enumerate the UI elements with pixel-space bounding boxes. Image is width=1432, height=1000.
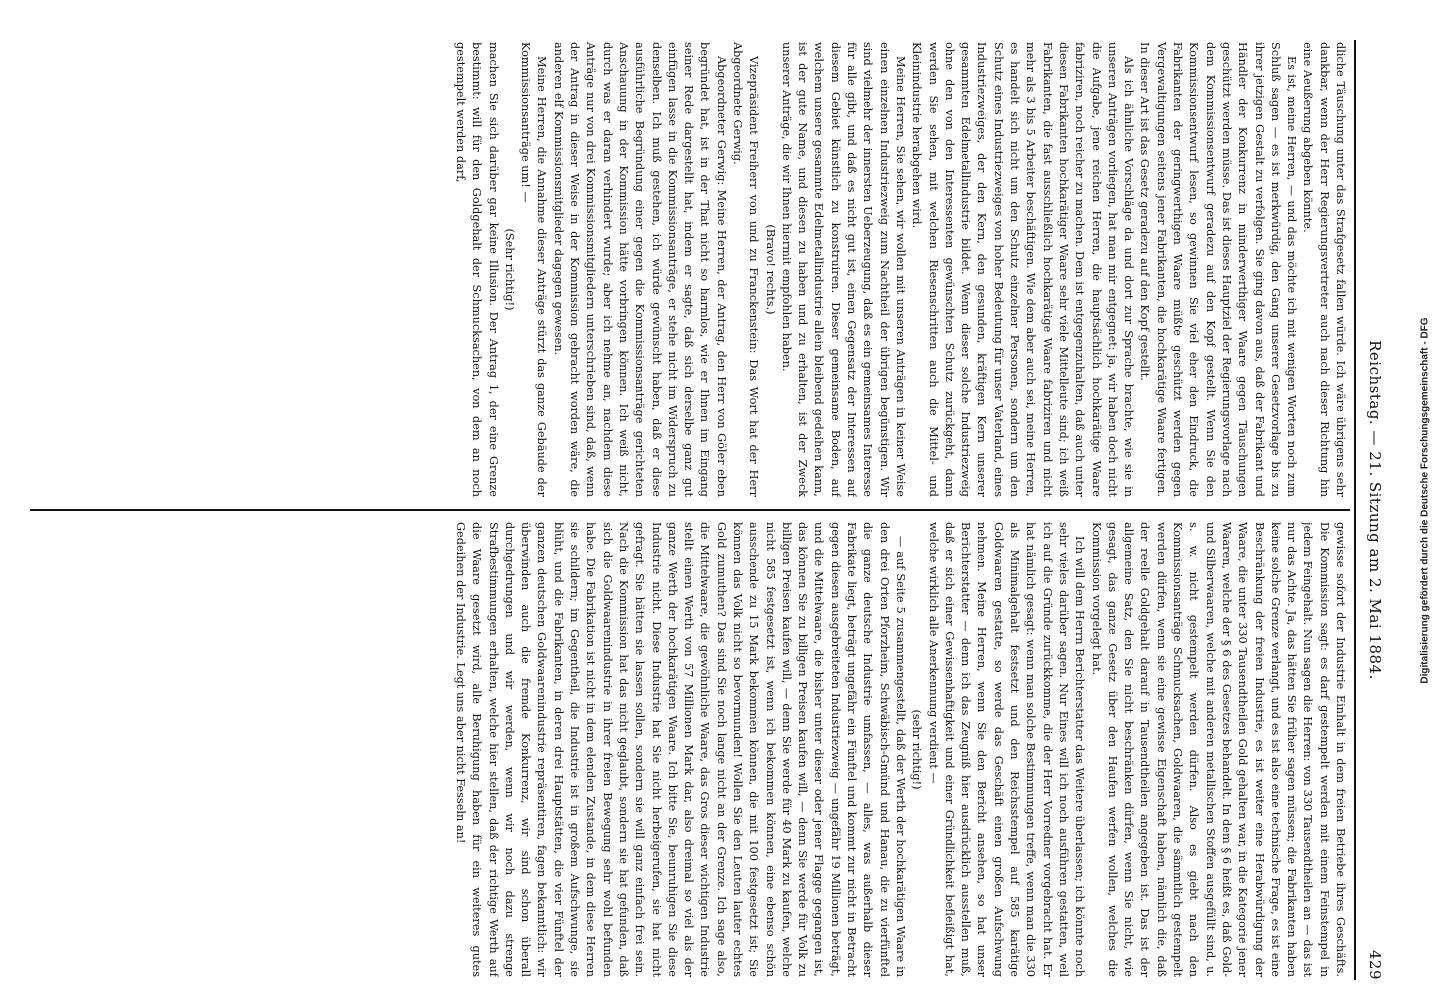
right-column xyxy=(30,522,1348,977)
running-head-title: Reichstag. — 21. Sitzung am 2. Mai 1884. xyxy=(1366,340,1384,680)
paragraph: — auf Seite 5 zusammengestellt, daß der Werth der hochkarätigen Waare in den drei Orten Pforzheim, Schwäbisch-Gmünd und Hanau, die zu vierfünftel die ganze deutsche Industrie umfassen, — alles, was außerhalb dieser Fabrikate liegt, beträgt ungefähr ein Fünftel und kommt zur nicht in Betracht gegen diesen ausgebreiteten Industriezweig — ungefähr 19 Millionen beträgt, und die Mittelwaare, die bisher unter dieser oder jener Flagge gegangen ist, das können Sie zu billigen Preisen kaufen will, — denn Sie werde für Volk zu billigen Preisen kaufen will, — denn Sie werde für 40 Mark zu kaufen, welche nicht 585 festgesetzt ist, wenn ich bekommen können, eine ebenso schön ausschende zu 15 Mark bekommen können, die mit 100 festgesetzt ist; Sie können das Volk nicht so bevormunden! Wollen Sie den Leuten lauter echtes Gold zumuthen? Das sind Sie noch lange nicht an der Grenze. Ich sage also, die Mittelwaare, die gewöhnliche Waare, das Gros dieser wichtigen Industrie stellt einen Werth von 57 Millionen Mark dar, also dreimal so viel als der ganze Werth der hochkarätigen Waare. Ich bitte Sie, beunruhigen Sie diese Industrie nicht. Diese Industrie hat Sie nicht herbeigerufen, sie hat nicht gefragt. Sie hätten sie lassen sollen, sondern sie will ganz einfach frei sein. Nach die Kommission hat das nicht geglaubt, sondern sie hat gefunden, daß sich die Goldwaarenindustrie in ihrer freien Bewegung sehr wohl befunden habe. Die Fabrikation ist nicht in dem elenden Zustande, in dem diese Herren sie schildern; im Gegentheil, die Industrie ist in großem Aufschwunge, sie blüht, und die Fabrikanten, in deren drei Hauptstätten, die vier Fünftel der ganzen deutschen Goldwaarenindustrie repräsentiren, fagen bekanntlich: wir überwinden auch die fremde Konkurrenz, wir sind schon überall durchgedrungen und wir werden, wenn wir noch dazu strenge Strafbestimmungen erhalten, welche hier stellen, daß der richtige Werth auf die Waare gesetzt wird, alle Beruhigung haben für ein weiteres gutes Gedeihen der Industrie. Legt uns aber nicht Fesseln an! xyxy=(453,522,907,977)
paragraph: Meine Herren, Sie sehen, wir wollen mit unseren Anträgen in keiner Weise einen einzelnen Industriezweig zum Nachtheil der übrigen begünstigen. Wir sind vielmehr der innersten Ueberzeugung, daß es ein gemeinsames Interesse für alle gibt, und daß es nicht gut ist, einen Gegensatz der Interessen auf diesem Gebiet künstlich zu konstruiren. Dieser gemeinsame Boden, auf welchem unsere gesammte Edelmetallindustrie allein bleibend gedeihen kann, ist der gute Name, und diesen zu haben und zu erhalten, ist der Zweck unserer Anträge, die wir Ihnen hiermit empfohlen haben. xyxy=(779,42,907,497)
speaker-paragraph: Vizepräsident Freiherr von und zu Franckenstein: Das Wort hat der Herr Abgeordnete Gerwig. xyxy=(731,42,761,497)
paragraph: Meine Herren, die Annahme dieser Anträge stürzt das ganze Gebäude der Kommissionsanträge um! — xyxy=(519,42,549,497)
left-column xyxy=(30,42,1348,497)
paragraph: gewisse sofort der Industrie Einhalt in dem freien Betriebe ihres Geschäfts. Die Kommission sagt: es darf gestempelt werden mit einem Feinstempel in jedem Feingehalt. Nun sagen die Herren: von 330 Tausendtheilen an — das ist nur das Achte. Ja, das hätten Sie früher sagen müssen; die Fabrikanten haben keine solche Grenze verlangt, und es ist also eine technische Frage, es ist eine Beschränkung der freien Industrie, es ist weiter eine Herabwürdigung der Waare, die unter 330 Tausendtheilen Gold gehalten war, in die Kategorie jener Waaren, welche der § 6 des Gesetzes behandelt. In dem § 6 heißt es, daß Gold- und Silberwaaren, welche mit anderen metallischen Stoffen ausgefüllt sind, u. s. w. nicht gestempelt werden dürfen. Also es giebt nach den Kommissionsanträge Schmucksachen, Goldwaaren, die sämmtlich gestempelt werden dürfen, wenn sie eine gewisse Eigenschaft haben, nämlich die, daß der reelle Goldgehalt darauf in Tausendtheilen angegeben ist. Das ist der allgemeine Satz, den Sie nicht beschränken dürfen, wenn Sie nicht, wie gesagt, das ganze Gesetz über den Haufen werfen wollen, welches die Kommission vorgelegt hat. xyxy=(1089,522,1347,977)
column-divider xyxy=(30,509,1350,511)
interjection: (Sehr richtig!) xyxy=(502,228,516,311)
paragraph: Als ich ähnliche Vorschläge da und dort zur Sprache brachte, wie sie in unseren Anträgen vorliegen, hat man mir entgegnet: ja, wir haben doch nicht die Aufgabe, jene reichen Herren, die hauptsächlich hochkarätige Waare fabriziren, noch reicher zu machen. Dem ist entgegenzuhalten, daß auch unter diesen Fabrikanten hochkarätiger Waare sehr viele Mittelleute sind; ich weiß Fabrikanten, die fast ausschließlich hochkarätige Waare fabriziren und nicht mehr als 3 bis 5 Arbeiter beschäftigen. Wie dem aber auch sei, meine Herren, es handelt sich nicht um den Schutz einzelner Personen, sondern um den Schutz eines Industriezweiges von hoher Bedeutung für unser Vaterland, eines Industriezweiges, der den Kern, den gesunden, kräftigen Kern unserer gesammten Edelmetallindustrie bildet. Wenn dieser solche Industriezweig ohne den von den Interessenten gewünschten Schutz zurückgeht, dann werden Sie sehen, mit welchen Riesenschritten auch die Mittel- und Kleinindustrie herabgehen wird. xyxy=(910,42,1136,497)
rotated-page xyxy=(30,40,1390,980)
digitization-credit xyxy=(1418,30,1432,970)
speaker-paragraph: Abgeordneter Gerwig: Meine Herren, der Antrag, den Herr von Göler eben begründet hat, ist in der That nicht so harmlos, wie er Ihnen im Eingang seiner Rede dargestellt hat, indem er sagte, daß sich derselbe ganz gut einfügen lasse in die Kommissionsanträge, er stehe nicht im Widerspruch zu denselben. Ich muß gestehen, ich würde gewünscht haben, daß er diese ausführliche Begründung einer gegen die Kommissionsanträge gerichteten Anschauung in der Kommission hätte vorbringen können. Ich weiß nicht, durch was er daran verhindert wurde; aber ich nehme an, nachdem diese Anträge nur von drei Kommissionsmitgliedern unterschrieben sind, daß, wenn der Antrag in dieser Weise in der Kommission gebracht worden wäre, die anderen elf Kommissionsmitglieder dagegen gewesen. xyxy=(551,42,728,497)
header-rule xyxy=(1354,40,1356,980)
page-number: 429 xyxy=(1366,949,1384,980)
interjection: (sehr richtig!) xyxy=(910,709,924,790)
paragraph: Es ist, meine Herren, — und das möchte ich mit wenigen Worten noch zum Schluß sagen — es ist merkwürdig, den Gang unserer Gesetzvorlage bis zu ihrer jetzigen Gestalt zu verfolgen. Sie ging davon aus, daß der Fabrikant und Händler der Konkurrenz in minderwerthiger Waare gegen Täuschungen geschützt werden müsse. Das ist dieses Hauptziel der Regierungsvorlage nach dem Kommissionsentwurf geradezu auf den Kopf gestellt. Wenn Sie den Kommissionsentwurf lesen, so gewinnen Sie viel eher den Eindruck, die Fabrikanten der geringwerthigen Waare müßte geschützt werden gegen Vergewaltigungen seitens jener Fabrikanten, die hochkarätige Waare fertigen. In dieser Art ist das Gesetz geradezu auf den Kopf gestellt. xyxy=(1138,42,1299,497)
paragraph: machen Sie sich darüber gar keine Illusion. Der Antrag 1, der eine Grenze bestimmt: will für den Goldgehalt der Schmucksachen, von dem an noch gestempelt werden darf, xyxy=(453,42,500,497)
paragraph: Ich will dem Herrn Berichterstatter das Weitere überlassen; ich könnte noch sehr vieles darüber sagen. Nur Eines will ich noch ausführen gestatten, weil ich auf die Gründe zurückkomme, die der Herr Vorredner vorgebracht hat. Er hat nämlich gesagt: wenn man solche Bestimmungen treffe, wenn man die 330 als Minimalgehalt festsetzt und den Reichsstempel auf 585 karätige Goldwaaren gestatte, so werde das Geschäft einen großen Aufschwung nehmen. Meine Herren, wenn Sie den Bericht ansehen, so hat unser Berichterstatter — denn ich das Zeugniß hier ausdrücklich ausstellen muß, daß er sich einer Gewissenhaftigkeit und einer Gründlichkeit befleißigt hat, welche wirklich alle Anerkennung verdient — xyxy=(926,522,1087,977)
credit-text: Digitalisierung gefördert durch die Deutsche Forschungsgemeinschaft - DFG xyxy=(1419,316,1431,684)
interjection: (Bravo! rechts.) xyxy=(763,224,777,315)
running-head xyxy=(1360,40,1390,980)
paragraph: dliche Täuschung unter das Strafgesetz fallen würde. Ich wäre übrigens sehr dankbar, wenn der Herr Regierungsvertreter auch nach dieser Richtung hin eine Aeußerung abgeben könnte. xyxy=(1301,42,1347,497)
